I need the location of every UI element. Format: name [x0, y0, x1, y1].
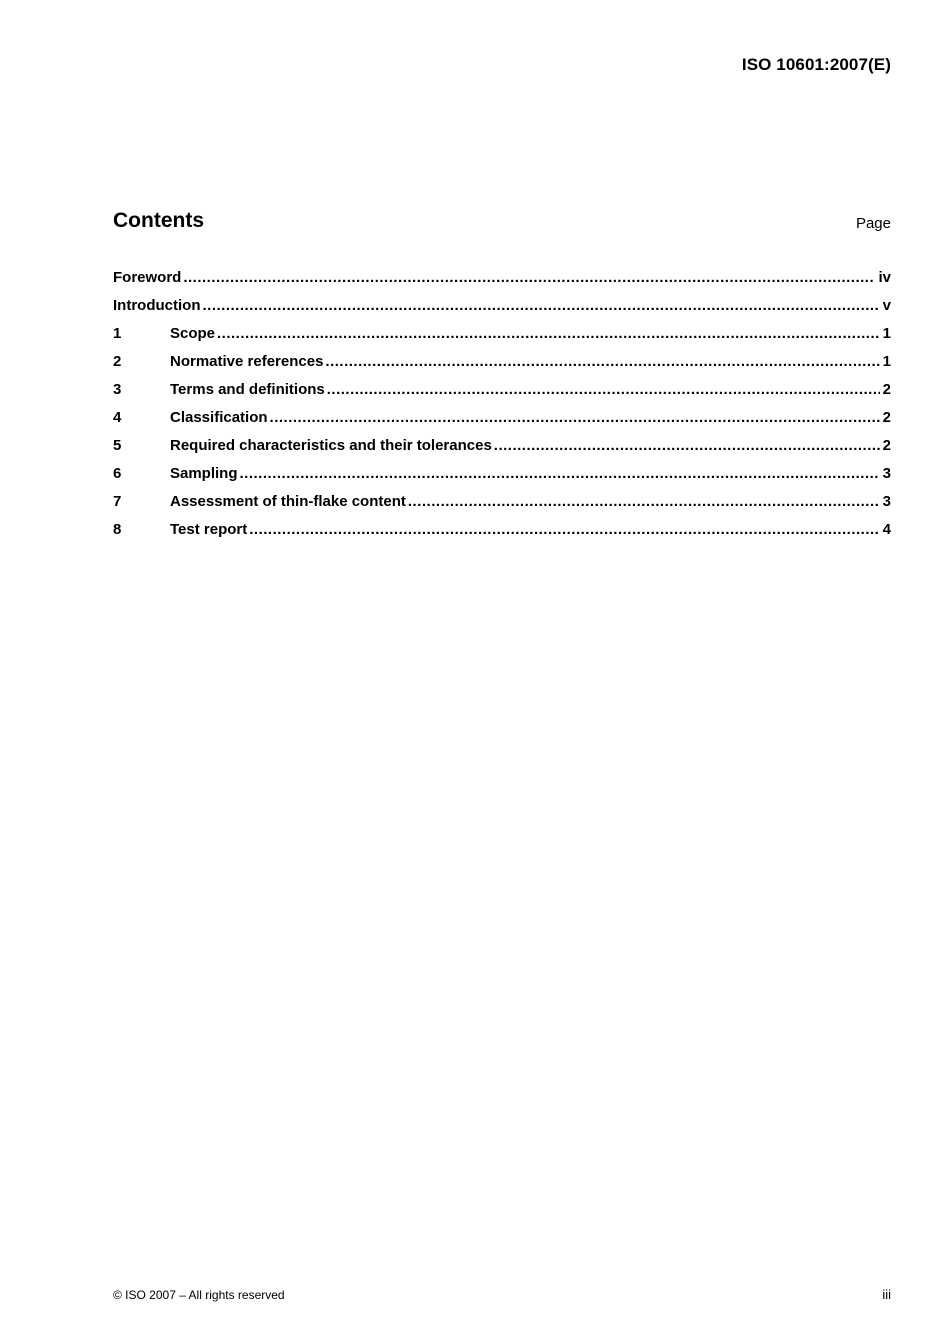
toc-entry-page: 2	[882, 437, 891, 454]
toc-title: Contents	[113, 209, 204, 232]
toc-heading	[113, 209, 891, 239]
toc-entry-foreword[interactable]	[113, 268, 891, 296]
toc-entry-test-report[interactable]	[113, 520, 891, 548]
document-id: ISO 10601:2007(E)	[741, 55, 891, 74]
toc-entry-page: 2	[882, 409, 891, 426]
toc-entry-text: Introduction	[113, 297, 201, 314]
toc-entry-introduction[interactable]	[113, 296, 891, 324]
toc-entry-required-characteristics[interactable]	[113, 436, 891, 464]
table-of-contents	[113, 268, 891, 548]
toc-entry-page: 1	[882, 353, 891, 370]
toc-entry-page: 4	[882, 521, 891, 538]
toc-leader-dots	[183, 268, 875, 288]
toc-entry-terms-and-definitions[interactable]	[113, 380, 891, 408]
toc-entry-text: Classification	[170, 409, 268, 426]
toc-leader-dots	[494, 436, 880, 456]
toc-leader-dots	[270, 408, 880, 428]
toc-entry-sampling[interactable]	[113, 464, 891, 492]
toc-entry-page: iv	[878, 269, 891, 286]
toc-entry-text: Sampling	[170, 465, 238, 482]
toc-entry-text: Test report	[170, 521, 248, 538]
toc-leader-dots	[202, 296, 879, 316]
toc-entry-number: 5	[113, 437, 122, 454]
toc-entry-page: 2	[882, 381, 891, 398]
toc-leader-dots	[325, 352, 879, 372]
toc-entry-text: Assessment of thin-flake content	[170, 493, 406, 510]
toc-entry-text: Required characteristics and their tolerances	[170, 437, 492, 454]
toc-entry-page: 3	[882, 493, 891, 510]
toc-leader-dots	[240, 464, 880, 484]
footer-page-number: iii	[882, 1287, 891, 1302]
toc-entry-thin-flake-content[interactable]	[113, 492, 891, 520]
toc-entry-text: Normative references	[170, 353, 324, 370]
toc-entry-number: 8	[113, 521, 122, 538]
toc-entry-number: 3	[113, 381, 122, 398]
toc-entry-text: Foreword	[113, 269, 182, 286]
toc-entry-page: 1	[882, 325, 891, 342]
toc-leader-dots	[249, 520, 879, 540]
toc-entry-page: v	[882, 297, 891, 314]
toc-entry-text: Terms and definitions	[170, 381, 325, 398]
toc-leader-dots	[217, 324, 880, 344]
toc-entry-number: 7	[113, 493, 122, 510]
toc-entry-number: 4	[113, 409, 122, 426]
toc-entry-normative-references[interactable]	[113, 352, 891, 380]
footer-copyright: © ISO 2007 – All rights reserved	[113, 1288, 285, 1302]
toc-entry-number: 6	[113, 465, 122, 482]
toc-entry-number: 2	[113, 353, 122, 370]
toc-entry-scope[interactable]	[113, 324, 891, 352]
toc-entry-page: 3	[882, 465, 891, 482]
toc-leader-dots	[408, 492, 880, 512]
toc-entry-text: Scope	[170, 325, 216, 342]
toc-entry-classification[interactable]	[113, 408, 891, 436]
toc-leader-dots	[327, 380, 880, 400]
toc-page-label: Page	[855, 215, 891, 232]
toc-entry-number: 1	[113, 325, 122, 342]
